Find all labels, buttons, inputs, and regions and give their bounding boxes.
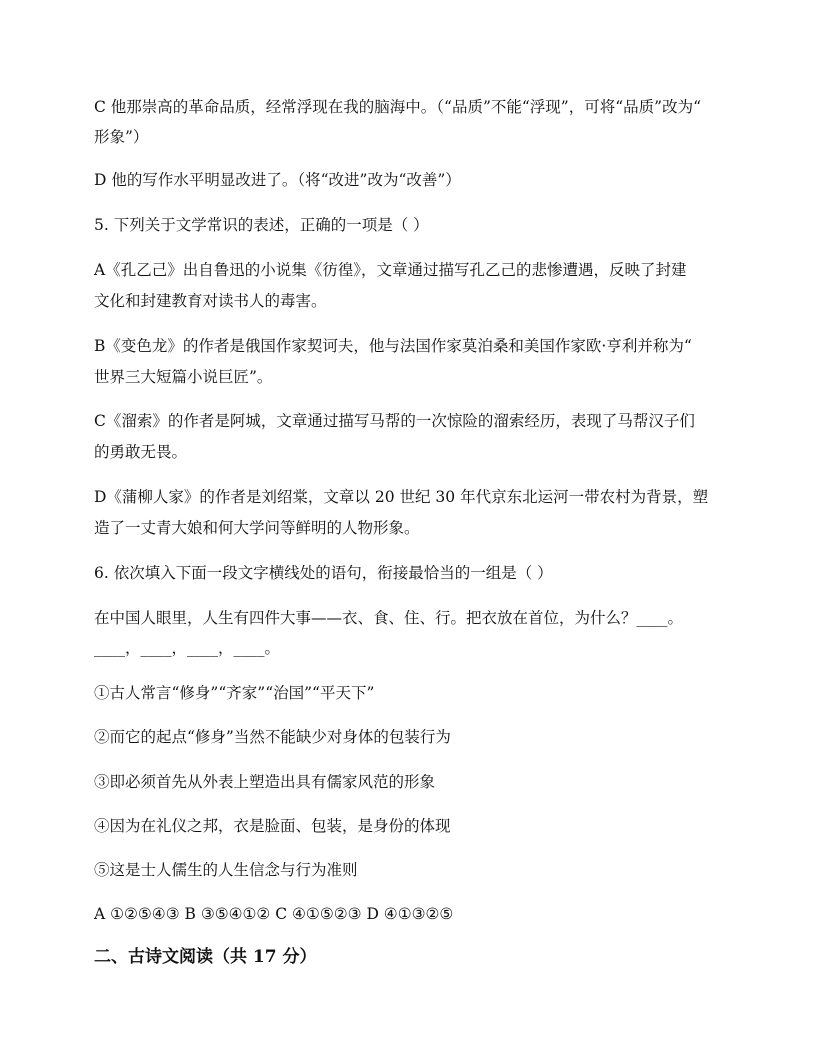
q5-option-a-line-1: A《孔乙己》出自鲁迅的小说集《彷徨》，文章通过描写孔乙己的悲惨遭遇，反映了封建 xyxy=(94,261,687,279)
q5-option-d-line-1: D《蒲柳人家》的作者是刘绍棠，文章以 20 世纪 30 年代京东北运河一带农村为背景，塑 xyxy=(94,488,709,506)
q6-passage-line-1: 在中国人眼里，人生有四件大事——衣、食、住、行。把衣放在首位，为什么？____。 xyxy=(94,609,684,627)
option-c-line-1: C 他那崇高的革命品质，经常浮现在我的脑海中。（“品质”不能“浮现”，可将“品质”改为“ xyxy=(94,98,702,116)
q5-option-b-line-2: 世界三大短篇小说巨匠”。 xyxy=(94,368,273,386)
option-c-line-2: 形象”） xyxy=(94,128,149,146)
q6-sentence-1: ①古人常言“修身”“齐家”“治国”“平天下” xyxy=(94,684,375,702)
q5-option-c-line-1: C《溜索》的作者是阿城，文章通过描写马帮的一次惊险的溜索经历，表现了马帮汉子们 xyxy=(94,412,695,430)
q6-answer-options: A ①②⑤④③ B ③⑤④①② C ④①⑤②③ D ④①③②⑤ xyxy=(94,905,454,923)
q6-sentence-4: ④因为在礼仪之邦，衣是脸面、包装，是身份的体现 xyxy=(94,817,451,835)
option-d-line: D 他的写作水平明显改进了。（将“改进”改为“改善”） xyxy=(94,171,461,189)
q5-option-d-line-2: 造了一丈青大娘和何大学问等鲜明的人物形象。 xyxy=(94,519,420,537)
q5-option-a-line-2: 文化和封建教育对读书人的毒害。 xyxy=(94,292,327,310)
section-heading: 二、古诗文阅读（共 17 分） xyxy=(94,947,317,967)
q6-passage-line-2: ____，____，____，____。 xyxy=(94,639,281,657)
question-6-stem: 6. 依次填入下面一段文字横线处的语句，衔接最恰当的一组是（ ） xyxy=(94,564,553,582)
q6-sentence-3: ③即必须首先从外表上塑造出具有儒家风范的形象 xyxy=(94,773,436,791)
q5-option-b-line-1: B《变色龙》的作者是俄国作家契诃夫，他与法国作家莫泊桑和美国作家欧·亨利并称为“ xyxy=(94,337,692,355)
q5-option-c-line-2: 的勇敢无畏。 xyxy=(94,443,188,461)
q6-sentence-5: ⑤这是士人儒生的人生信念与行为准则 xyxy=(94,861,358,879)
q6-sentence-2: ②而它的起点“修身”当然不能缺少对身体的包装行为 xyxy=(94,728,451,746)
question-5-stem: 5. 下列关于文学常识的表述，正确的一项是（ ） xyxy=(94,216,429,234)
